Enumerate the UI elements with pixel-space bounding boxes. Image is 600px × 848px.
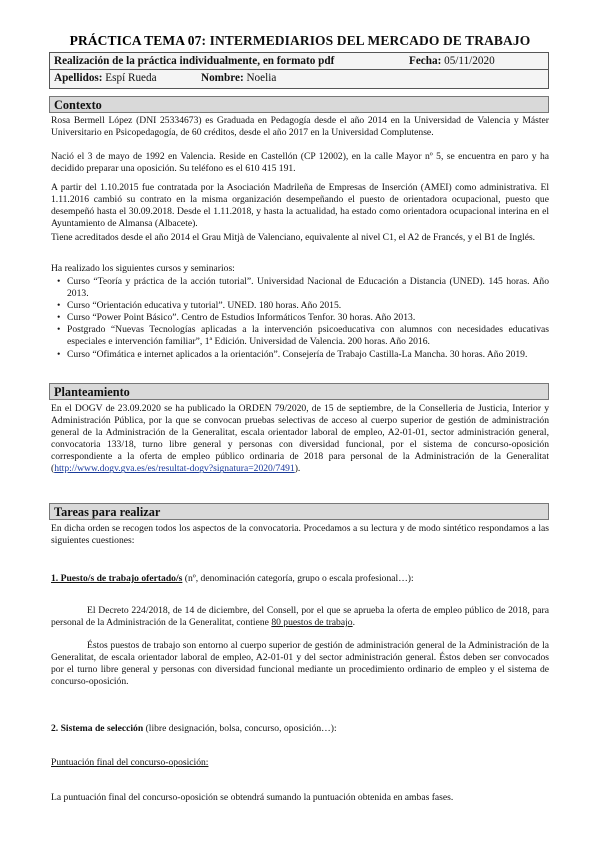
header-name-row [49, 70, 549, 89]
header-task-row [49, 52, 549, 70]
section-planteamiento: Planteamiento [49, 383, 549, 400]
list-item: • Postgrado “Nuevas Tecnologías aplicadas a la intervención psicoeducativa con alumnos con necesidades educativas especiales e intervención familiar”, 1ª Edición. Universidad de Valencia. 200 horas. Año 2016. [67, 324, 549, 348]
task-label: Realización de la práctica individualmente, en formato pdf [54, 55, 335, 67]
contexto-paragraph-4: Tiene acreditados desde el año 2014 el Grau Mitjà de Valenciano, equivalente al nivel C1, el A2 de Francés, y el B1 de Inglés. [51, 232, 536, 243]
section-contexto: Contexto [49, 96, 549, 113]
list-item: • Curso “Teoría y práctica de la acción tutorial”. Universidad Nacional de Educación a Distancia (UNED). 145 horas. Año 2013. [67, 276, 549, 300]
list-item: • Curso “Orientación educativa y tutorial”. UNED. 180 horas. Año 2015. [67, 300, 549, 312]
list-item: • Curso “Power Point Básico”. Centro de Estudios Informáticos Tenfor. 30 horas. Año 2013. [67, 312, 549, 324]
answer-1-paragraph-2: Éstos puestos de trabajo son entorno al cuerpo superior de gestión de administración general de la Administración de la Generalitat, de escala orientador laboral de empleo, A2-01-01 y del sector administración general. Éstos deben ser convocados por el turno libre general y personas con diversidad funcional mediante un procedimiento ordinario de empleo y el sistema de concurso-oposición. [51, 640, 549, 688]
section-tareas: Tareas para realizar [49, 503, 549, 520]
date-field: Fecha: 05/11/2020 [409, 55, 495, 67]
tareas-intro: En dicha orden se recogen todos los aspectos de la convocatoria. Procedamos a su lectura y de modo sintético respondamos a las siguientes cuestiones: [51, 523, 549, 547]
surname-field: Apellidos: Espí Rueda [54, 72, 157, 84]
contexto-paragraph-3: A partir del 1.10.2015 fue contratada por la Asociación Madrileña de Empresas de Inserción (AMEI) como administrativa. El 1.11.2016 cambió su contrato en la misma organización desempeñando el puesto de orientadora ocupacional, puesto que desempeñó hasta el 30.09.2018. Desde el 1.11.2018, y hasta la actualidad, ha estado como orientadora ocupacional interina en el Ayuntamiento de Almansa (Albacete). [51, 182, 549, 230]
contexto-paragraph-5: Ha realizado los siguientes cursos y seminarios: [51, 263, 235, 274]
name-field: Nombre: Noelia [201, 72, 277, 84]
course-list [51, 276, 549, 361]
question-1: 1. Puesto/s de trabajo ofertado/s (nº, denominación categoría, grupo o escala profesional…): [51, 573, 414, 584]
answer-2-paragraph: La puntuación final del concurso-oposición se obtendrá sumando la puntuación obtenida en ambas fases. [51, 792, 454, 803]
contexto-paragraph-2: Nació el 3 de mayo de 1992 en Valencia. Reside en Castellón (CP 12002), en la calle Mayor nº 5, se encuentra en paro y ha decidido preparar una oposición. Su teléfono es el 610 415 191. [51, 151, 549, 175]
page-title: PRÁCTICA TEMA 07: INTERMEDIARIOS DEL MERCADO DE TRABAJO [69, 33, 531, 48]
dogv-link[interactable]: http://www.dogv.gva.es/es/resultat-dogv?signatura=2020/7491 [54, 463, 295, 475]
planteamiento-paragraph: En el DOGV de 23.09.2020 se ha publicado la ORDEN 79/2020, de 15 de septiembre, de la Conselleria de Justicia, Interior y Administración Pública, por la que se convocan pruebas selectivas de acceso al cuerpo superior de gestión de administración general de la Administración de la Generalitat, escala orientador laboral de empleo, A2-01-01, sector administración general, convocatoria 133/18, turno libre general y personas con diversidad funcional, por el sistema de concurso-oposición correspondiente a la oferta de empleo público ordinaria de 2018 para personal de la Administración de la Generalitat (http://www.dogv.gva.es/es/resultat-dogv?signatura=2020/7491). [51, 403, 549, 475]
list-item: • Curso “Ofimática e internet aplicados a la orientación”. Consejería de Trabajo Castilla-La Mancha. 30 horas. Año 2019. [67, 349, 549, 361]
answer-1-paragraph-1: El Decreto 224/2018, de 14 de diciembre, del Consell, por el que se aprueba la oferta de empleo público de 2018, para personal de la Administración de la Generalitat, contiene 80 puestos de trabajo. [51, 605, 549, 629]
question-2: 2. Sistema de selección (libre designación, bolsa, concurso, oposición…): [51, 723, 337, 734]
subheading-puntuacion: Puntuación final del concurso-oposición: [51, 757, 209, 768]
contexto-paragraph-1: Rosa Bermell López (DNI 25334673) es Graduada en Pedagogía desde el año 2014 en la Universidad de Valencia y Máster Universitario en Psicopedagogía, de 60 créditos, desde el año 2017 en la Universidad Complutense. [51, 115, 549, 139]
